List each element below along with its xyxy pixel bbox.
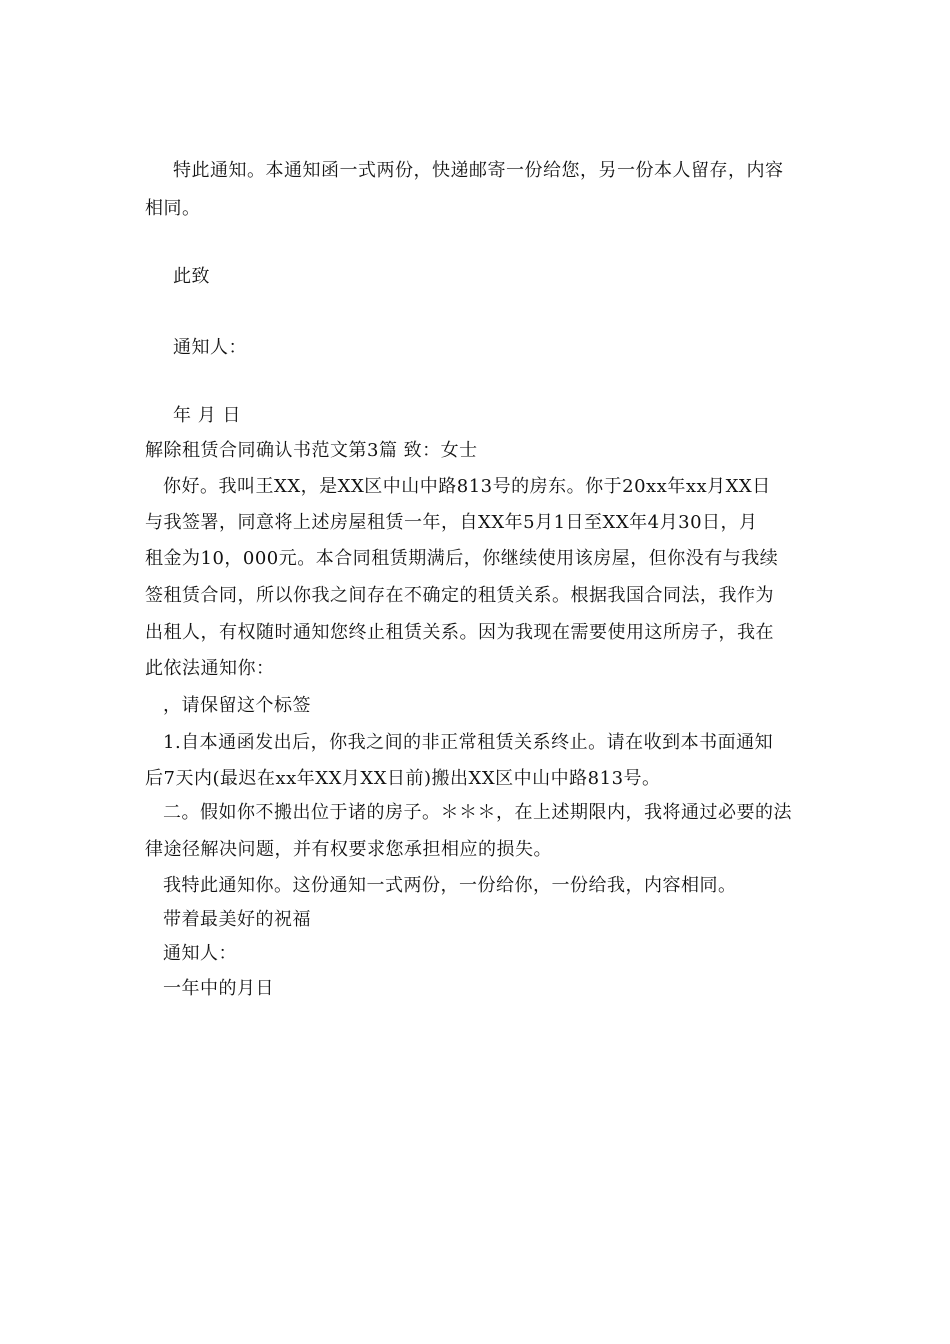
body-line: 带着最美好的祝福 — [163, 909, 311, 930]
body-line: 我特此通知你。这份通知一式两份，一份给你，一份给我，内容相同。 — [163, 875, 737, 896]
body-line: 此依法通知你： — [145, 658, 275, 679]
date-line: 年 月 日 — [173, 405, 241, 426]
body-line: 你好。我叫王XX，是XX区中山中路813号的房东。你于20xx年xx月XX日 — [163, 476, 771, 497]
body-line: 通知人： — [163, 943, 237, 964]
body-line: 租金为10，000元。本合同租赁期满后，你继续使用该房屋，但你没有与我续 — [145, 548, 779, 569]
notifier-label: 通知人： — [173, 337, 247, 358]
body-line: 出租人，有权随时通知您终止租赁关系。因为我现在需要使用这所房子，我在 — [145, 622, 774, 643]
body-line: 一年中的月日 — [163, 978, 274, 999]
body-line: 律途径解决问题，并有权要求您承担相应的损失。 — [145, 839, 552, 860]
body-line: 签租赁合同，所以你我之间存在不确定的租赁关系。根据我国合同法，我作为 — [145, 585, 774, 606]
notice-paragraph-line-2: 相同。 — [145, 198, 201, 219]
section-heading: 解除租赁合同确认书范文第3篇 致：女士 — [145, 440, 478, 461]
body-line: 二。假如你不搬出位于诸的房子。＊＊＊，在上述期限内，我将通过必要的法 — [163, 802, 792, 823]
body-line: ，请保留这个标签 — [163, 695, 311, 716]
body-line: 与我签署，同意将上述房屋租赁一年，自XX年5月1日至XX年4月30日，月 — [145, 512, 758, 533]
notice-paragraph-line-1: 特此通知。本通知函一式两份，快递邮寄一份给您，另一份本人留存，内容 — [173, 160, 784, 181]
body-line: 后7天内(最迟在xx年XX月XX日前)搬出XX区中山中路813号。 — [145, 768, 661, 789]
salutation: 此致 — [173, 266, 210, 287]
body-line: 1.自本通函发出后，你我之间的非正常租赁关系终止。请在收到本书面通知 — [163, 732, 774, 753]
